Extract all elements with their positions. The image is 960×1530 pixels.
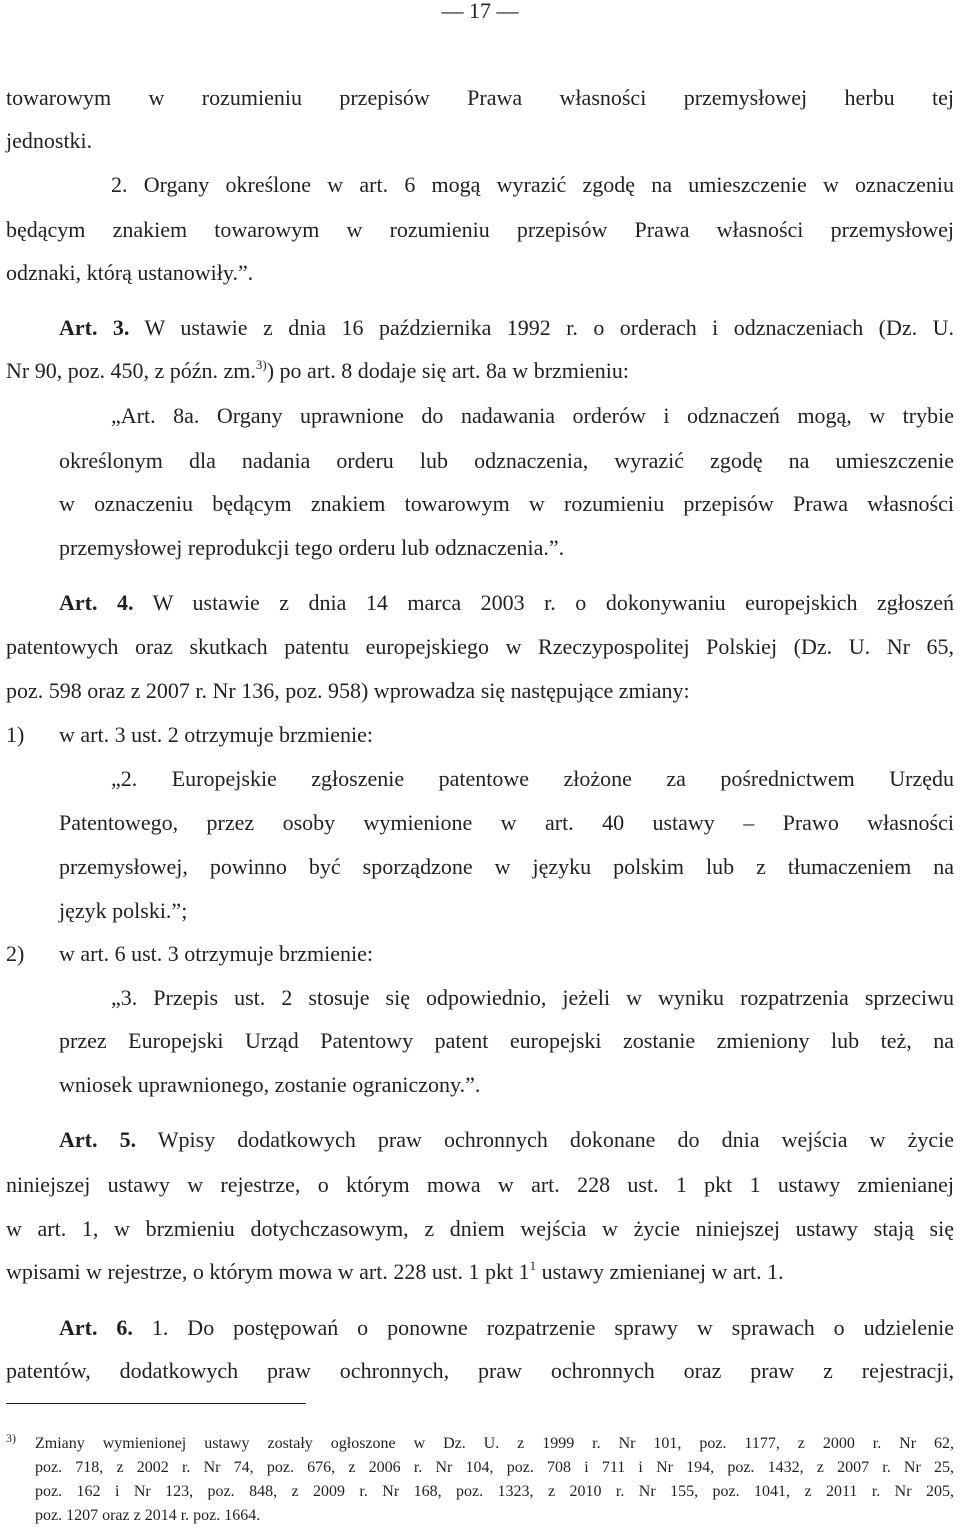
article-3-heading (59, 314, 954, 342)
list-item (6, 940, 954, 968)
body-text: w art. 6 ust. 3 otrzymuje brzmienie: (59, 941, 374, 966)
body-line (6, 1258, 954, 1286)
list-item (6, 721, 954, 749)
footnote-line: poz. 162 i Nr 123, poz. 848, z 2009 r. Nr 168, poz. 1323, z 2010 r. Nr 155, poz. 1041, z 2011 r. Nr 205, (35, 1483, 954, 1500)
superscript: 1 (529, 1258, 537, 1273)
body-text: W ustawie z dnia 16 października 1992 r. o orderach i odznaczeniach (Dz. U. (129, 315, 954, 340)
body-line: jednostki. (6, 128, 93, 153)
body-line: „2. Europejskie zgłoszenie patentowe złożone za pośrednictwem Urzędu (111, 766, 954, 791)
article-5-heading (59, 1126, 954, 1154)
body-line: patentowych oraz skutkach patentu europejskiego w Rzeczypospolitej Polskiej (Dz. U. Nr 65, (6, 634, 954, 659)
body-line: w art. 1, w brzmieniu dotychczasowym, z dniem wejścia w życie niniejszej ustawy stają się (6, 1216, 954, 1241)
article-label: Art. 5. (59, 1127, 137, 1152)
list-number: 2) (6, 941, 25, 966)
footnote-mark: 3) (6, 1431, 16, 1445)
body-line: „3. Przepis ust. 2 stosuje się odpowiednio, jeżeli w wyniku rozpatrzenia sprzeciwu (111, 985, 954, 1010)
body-text: ) po art. 8 dodaje się art. 8a w brzmieniu: (266, 358, 630, 383)
footnote-line: Zmiany wymienionej ustawy zostały ogłoszone w Dz. U. z 1999 r. Nr 101, poz. 1177, z 2000 r. Nr 62, (35, 1435, 954, 1452)
body-line: odznaki, którą ustanowiły.”. (6, 260, 254, 285)
footnote-reference[interactable]: 3) (255, 357, 267, 372)
body-text: w art. 3 ust. 2 otrzymuje brzmienie: (59, 722, 374, 747)
body-text: Nr 90, poz. 450, z późn. zm. (6, 358, 256, 383)
article-6-heading (59, 1314, 954, 1342)
body-line: przemysłowej, powinno być sporządzone w języku polskim lub z tłumaczeniem na (59, 854, 954, 879)
footnote-line: poz. 718, z 2002 r. Nr 74, poz. 676, z 2006 r. Nr 104, poz. 708 i 711 i Nr 194, poz. 1432, z 2007 r. Nr 25, (35, 1459, 954, 1476)
body-text: 1. Do postępowań o ponowne rozpatrzenie sprawy w sprawach o udzielenie (132, 1315, 954, 1340)
article-label: Art. 4. (59, 590, 134, 615)
body-line: przez Europejski Urząd Patentowy patent europejski zostanie zmieniony lub też, na (59, 1028, 954, 1053)
article-label: Art. 6. (59, 1315, 133, 1340)
list-number: 1) (6, 722, 25, 747)
body-text: ustawy zmienianej w art. 1. (536, 1259, 784, 1284)
body-line: „Art. 8a. Organy uprawnione do nadawania orderów i odznaczeń mogą, w trybie (111, 403, 954, 428)
body-line: wniosek uprawnionego, zostanie ograniczony.”. (59, 1072, 481, 1097)
footnote-line: poz. 1207 oraz z 2014 r. poz. 1664. (35, 1507, 261, 1524)
body-line: Patentowego, przez osoby wymienione w art. 40 ustawy – Prawo własności (59, 810, 954, 835)
body-line: poz. 598 oraz z 2007 r. Nr 136, poz. 958) wprowadza się następujące zmiany: (6, 678, 690, 703)
body-line: będącym znakiem towarowym w rozumieniu przepisów Prawa własności przemysłowej (6, 217, 954, 242)
body-text: W ustawie z dnia 14 marca 2003 r. o dokonywaniu europejskich zgłoszeń (133, 590, 954, 615)
body-line: w oznaczeniu będącym znakiem towarowym w rozumieniu przepisów Prawa własności (59, 491, 954, 516)
article-4-heading (59, 589, 954, 617)
body-line: patentów, dodatkowych praw ochronnych, praw ochronnych oraz praw z rejestracji, (6, 1358, 954, 1383)
body-line: niniejszej ustawy w rejestrze, o którym mowa w art. 228 ust. 1 pkt 1 ustawy zmienianej (6, 1172, 954, 1197)
body-line (6, 357, 954, 385)
body-line: język polski.”; (59, 898, 188, 923)
body-text: Wpisy dodatkowych praw ochronnych dokonane do dnia wejścia w życie (136, 1127, 955, 1152)
body-text: wpisami w rejestrze, o którym mowa w art. 228 ust. 1 pkt 1 (6, 1259, 530, 1284)
body-line: 2. Organy określone w art. 6 mogą wyrazić zgodę na umieszczenie w oznaczeniu (111, 172, 954, 197)
page-number: — 17 — (441, 0, 519, 23)
body-line: przemysłowej reprodukcji tego orderu lub odznaczenia.”. (59, 535, 565, 560)
body-line: określonym dla nadania orderu lub odznaczenia, wyrazić zgodę na umieszczenie (59, 448, 954, 473)
body-line: towarowym w rozumieniu przepisów Prawa własności przemysłowej herbu tej (6, 85, 954, 110)
article-label: Art. 3. (59, 315, 130, 340)
footnote-separator (6, 1403, 306, 1404)
